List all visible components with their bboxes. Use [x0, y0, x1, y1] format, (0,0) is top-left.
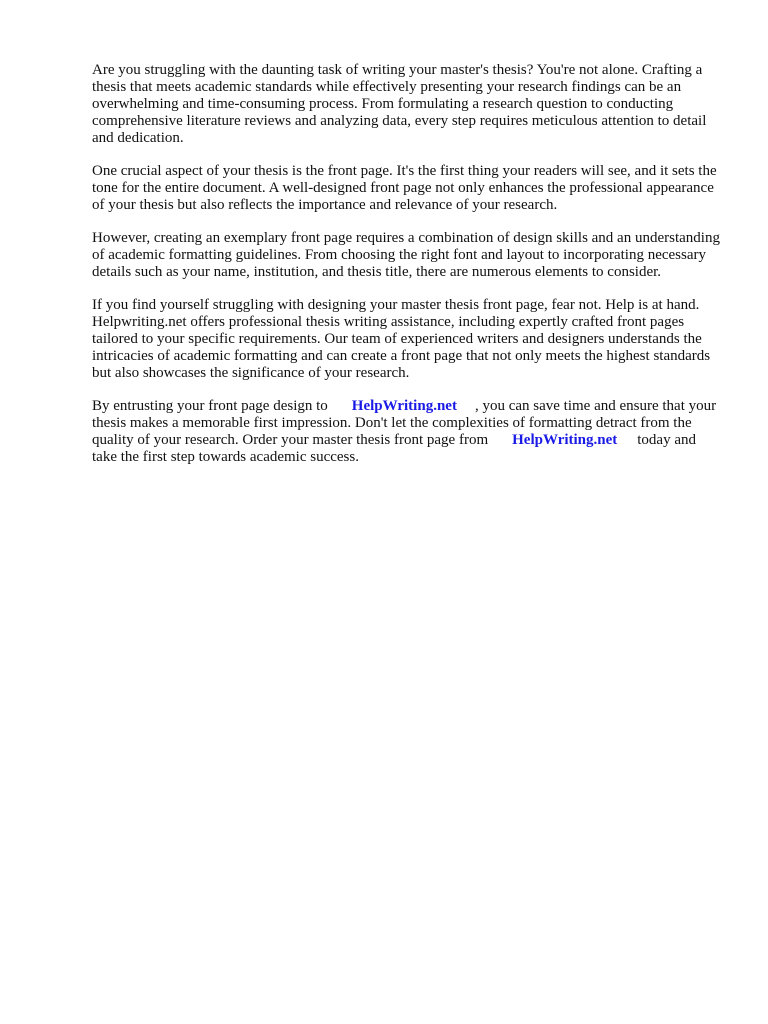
paragraph-design-skills: However, creating an exemplary front page requires a combination of design skills and an understanding of academic formatting guidelines. From choosing the right font and layout to incorporating necessary details such as your name, institution, and thesis title, there are numerous elements to consider.: [92, 230, 720, 280]
helpwriting-link-1[interactable]: HelpWriting.net: [351, 398, 457, 414]
conclusion-text-2: , you can save time and ensure that your thesis makes a memorable first impression. Don't let the complexities of formatting detract from the quality of your research. Order your master thesis front page from: [92, 398, 717, 448]
paragraph-intro: Are you struggling with the daunting task of writing your master's thesis? You're not alone. Crafting a thesis that meets academic standards while effectively presenting your research findings can be an overwhelming and time-consuming process. From formulating a research question to conducting comprehensive literature reviews and analyzing data, every step requires meticulous attention to detail and dedication.: [92, 62, 707, 146]
document-body: [92, 62, 724, 482]
paragraph-conclusion: [92, 398, 724, 466]
conclusion-text-1: By entrusting your front page design to: [92, 398, 328, 414]
paragraph-front-page: One crucial aspect of your thesis is the front page. It's the first thing your readers will see, and it sets the tone for the entire document. A well-designed front page not only enhances the professional appearance of your thesis but also reflects the importance and relevance of your research.: [92, 163, 717, 213]
helpwriting-link-2[interactable]: HelpWriting.net: [512, 432, 618, 448]
paragraph-help-offer: If you find yourself struggling with designing your master thesis front page, fear not. Help is at hand. Helpwriting.net offers professional thesis writing assistance, including expertly crafted front pages tailored to your specific requirements. Our team of experienced writers and designers understands the intricacies of academic formatting and can create a front page that not only meets the highest standards but also showcases the significance of your research.: [92, 297, 711, 381]
conclusion-text-3: today and take the first step towards academic success.: [92, 432, 696, 465]
